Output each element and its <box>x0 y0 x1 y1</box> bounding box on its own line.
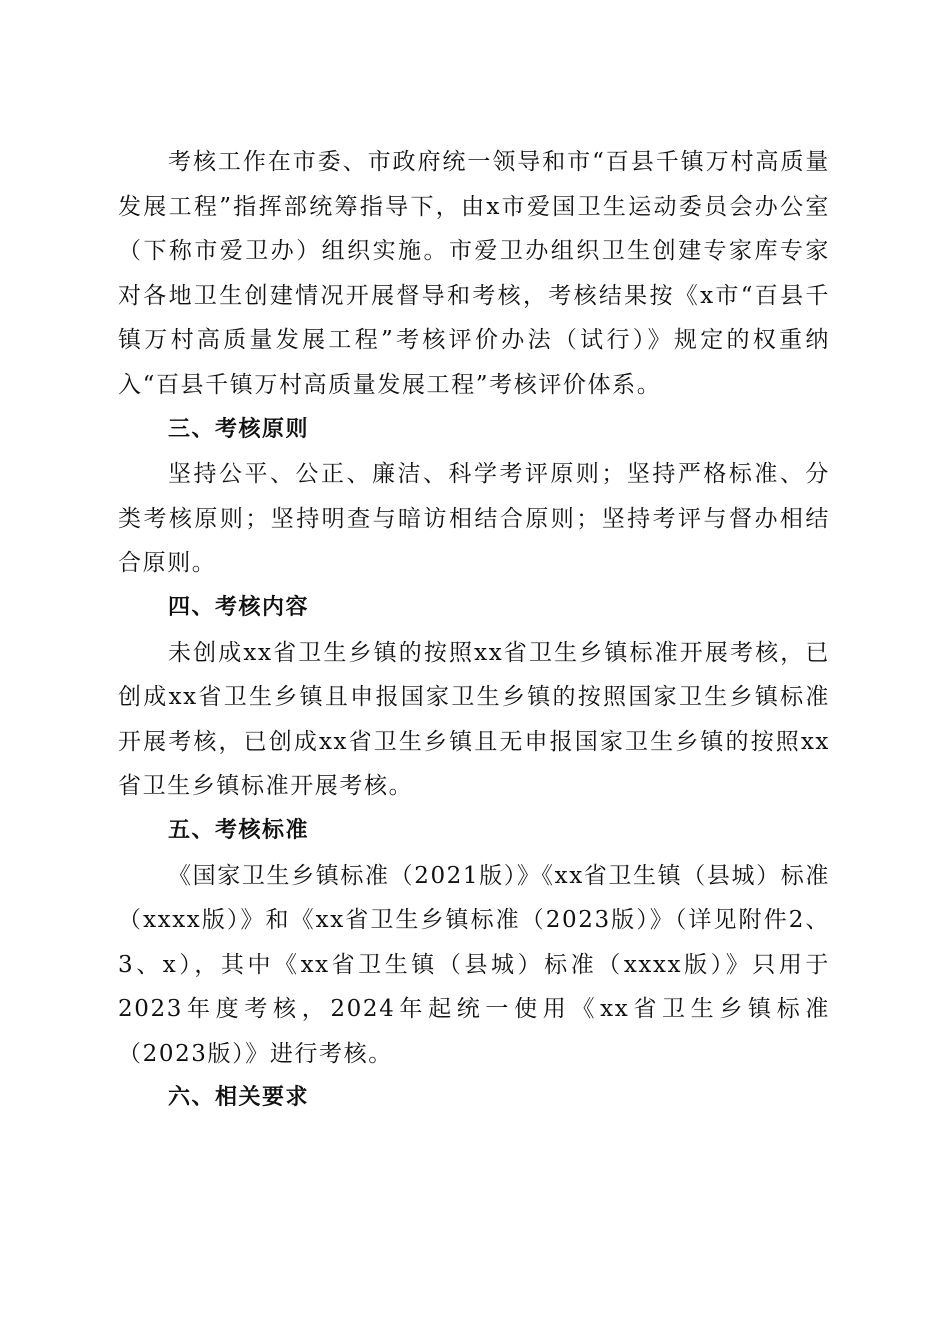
heading-assessment-standards: 五、考核标准 <box>168 817 310 843</box>
heading-assessment-content: 四、考核内容 <box>168 594 310 620</box>
paragraph-standards: 《国家卫生乡镇标准（2021版）》《xx省卫生镇（县城）标准（xxxx版）》和《xx省卫生乡镇标准（2023版）》（详见附件2、3、x），其中《xx省卫生镇（县城）标准（xxxx版）》只用于2023年度考核，2024年起统一使用《xx省卫生乡镇标准（2023版）》进行考核。 <box>118 862 830 1067</box>
heading-assessment-principles: 三、考核原则 <box>168 416 310 442</box>
document-body <box>118 140 830 1121</box>
paragraph-principles: 坚持公平、公正、廉洁、科学考评原则；坚持严格标准、分类考核原则；坚持明查与暗访相结合原则；坚持考评与督办相结合原则。 <box>118 461 830 577</box>
paragraph-content: 未创成xx省卫生乡镇的按照xx省卫生乡镇标准开展考核，已创成xx省卫生乡镇且申报国家卫生乡镇的按照国家卫生乡镇标准开展考核，已创成xx省卫生乡镇且无申报国家卫生乡镇的按照xx省卫生乡镇标准开展考核。 <box>118 639 830 800</box>
paragraph-organization: 考核工作在市委、市政府统一领导和市“百县千镇万村高质量发展工程”指挥部统筹指导下，由x市爱国卫生运动委员会办公室（下称市爱卫办）组织实施。市爱卫办组织卫生创建专家库专家对各地卫生创建情况开展督导和考核，考核结果按《x市“百县千镇万村高质量发展工程”考核评价办法（试行）》规定的权重纳入“百县千镇万村高质量发展工程”考核评价体系。 <box>118 149 830 398</box>
heading-related-requirements: 六、相关要求 <box>168 1085 310 1111</box>
